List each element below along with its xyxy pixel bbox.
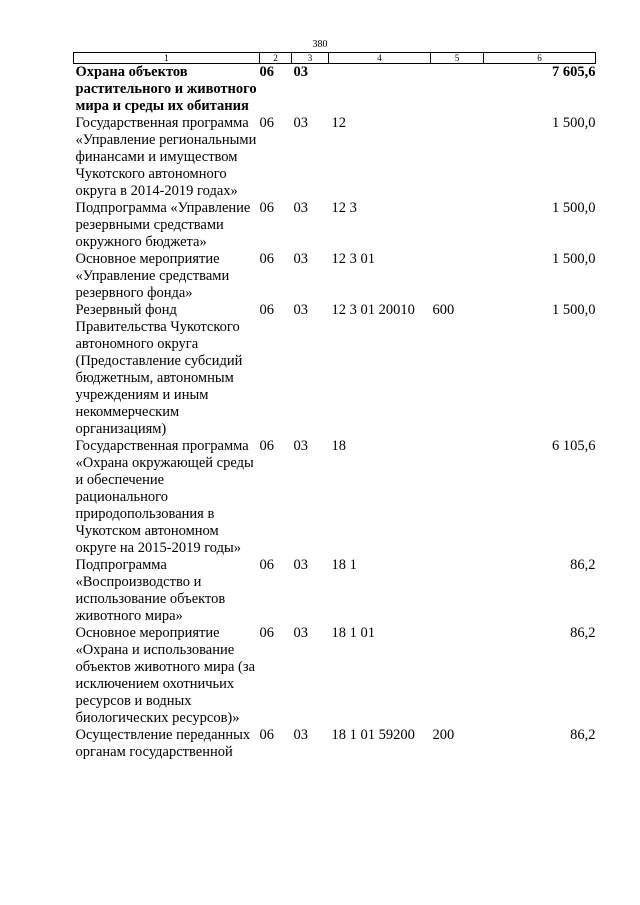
row-target-article: 12 3 [331, 200, 357, 216]
row-target-article: 12 3 01 20010 [331, 302, 415, 318]
table-row [74, 251, 596, 302]
row-name: Резервный фонд Правительства Чукотского автономного округа (Предоставление субсидий бюджетным, автономным учреждениям и иным некоммерческим организациям) [75, 302, 243, 437]
row-expense-type [431, 438, 484, 557]
row-name: Основное мероприятие «Управление средствами резервного фонда» [75, 251, 230, 301]
row-name: Охрана объектов растительного и животного мира и среды их обитания [75, 64, 257, 114]
row-section: 06 [259, 625, 274, 641]
row-section: 06 [259, 438, 274, 454]
row-subsection: 03 [293, 438, 308, 454]
row-amount: 7 605,6 [552, 64, 596, 80]
header-col-1: 1 [74, 53, 260, 64]
row-expense-type [431, 251, 484, 302]
row-expense-type: 200 [432, 727, 455, 743]
table-row [74, 302, 596, 438]
row-amount: 6 105,6 [552, 438, 596, 454]
row-target-article: 18 1 01 59200 [331, 727, 415, 743]
row-target-article: 12 3 01 [331, 251, 375, 267]
table-row [74, 64, 596, 116]
row-section: 06 [259, 64, 274, 80]
header-col-4: 4 [329, 53, 431, 64]
row-target-article: 18 1 01 [331, 625, 375, 641]
row-section: 06 [259, 727, 274, 743]
row-name: Основное мероприятие «Охрана и использование объектов животного мира (за исключением охотничьих ресурсов и водных биологических ресурсов)» [75, 625, 256, 726]
column-number-header [74, 53, 596, 64]
row-amount: 1 500,0 [552, 251, 596, 267]
row-subsection: 03 [293, 625, 308, 641]
row-section: 06 [259, 251, 274, 267]
row-expense-type [431, 64, 484, 116]
row-amount: 1 500,0 [552, 200, 596, 216]
row-name: Государственная программа «Охрана окружающей среды и обеспечение рационального природопользования в Чукотском автономном округе на 2015-2019 годы» [75, 438, 254, 556]
row-name: Подпрограмма «Воспроизводство и использование объектов животного мира» [75, 557, 226, 624]
row-subsection: 03 [293, 727, 308, 743]
table-row [74, 557, 596, 625]
header-col-3: 3 [292, 53, 329, 64]
row-target-article: 18 [331, 438, 346, 454]
row-name: Государственная программа «Управление региональными финансами и имуществом Чукотского автономного округа в 2014-2019 годах» [75, 115, 257, 199]
row-expense-type [431, 625, 484, 727]
row-section: 06 [259, 557, 274, 573]
row-section: 06 [259, 115, 274, 131]
table-row [74, 438, 596, 557]
row-expense-type [431, 115, 484, 200]
row-subsection: 03 [293, 557, 308, 573]
row-expense-type [431, 557, 484, 625]
table-row [74, 625, 596, 727]
row-section: 06 [259, 200, 274, 216]
row-amount: 1 500,0 [552, 115, 596, 131]
header-col-2: 2 [260, 53, 292, 64]
table-row [74, 200, 596, 251]
row-section: 06 [259, 302, 274, 318]
table-row [74, 727, 596, 761]
row-amount: 86,2 [570, 557, 596, 573]
row-target-article: 18 1 [331, 557, 357, 573]
table-row [74, 115, 596, 200]
row-name: Осуществление переданных органам государственной [75, 727, 251, 760]
row-amount: 1 500,0 [552, 302, 596, 318]
row-amount: 86,2 [570, 625, 596, 641]
header-col-5: 5 [431, 53, 484, 64]
row-name: Подпрограмма «Управление резервными средствами окружного бюджета» [75, 200, 251, 250]
page-number: 380 [312, 39, 328, 50]
header-col-6: 6 [484, 53, 596, 64]
row-target-article [329, 64, 431, 116]
row-subsection: 03 [293, 302, 308, 318]
row-subsection: 03 [293, 115, 308, 131]
row-expense-type: 600 [432, 302, 455, 318]
row-target-article: 12 [331, 115, 346, 131]
row-amount: 86,2 [570, 727, 596, 743]
row-subsection: 03 [293, 200, 308, 216]
row-subsection: 03 [293, 64, 308, 80]
row-expense-type [431, 200, 484, 251]
budget-table [73, 52, 596, 761]
row-subsection: 03 [293, 251, 308, 267]
